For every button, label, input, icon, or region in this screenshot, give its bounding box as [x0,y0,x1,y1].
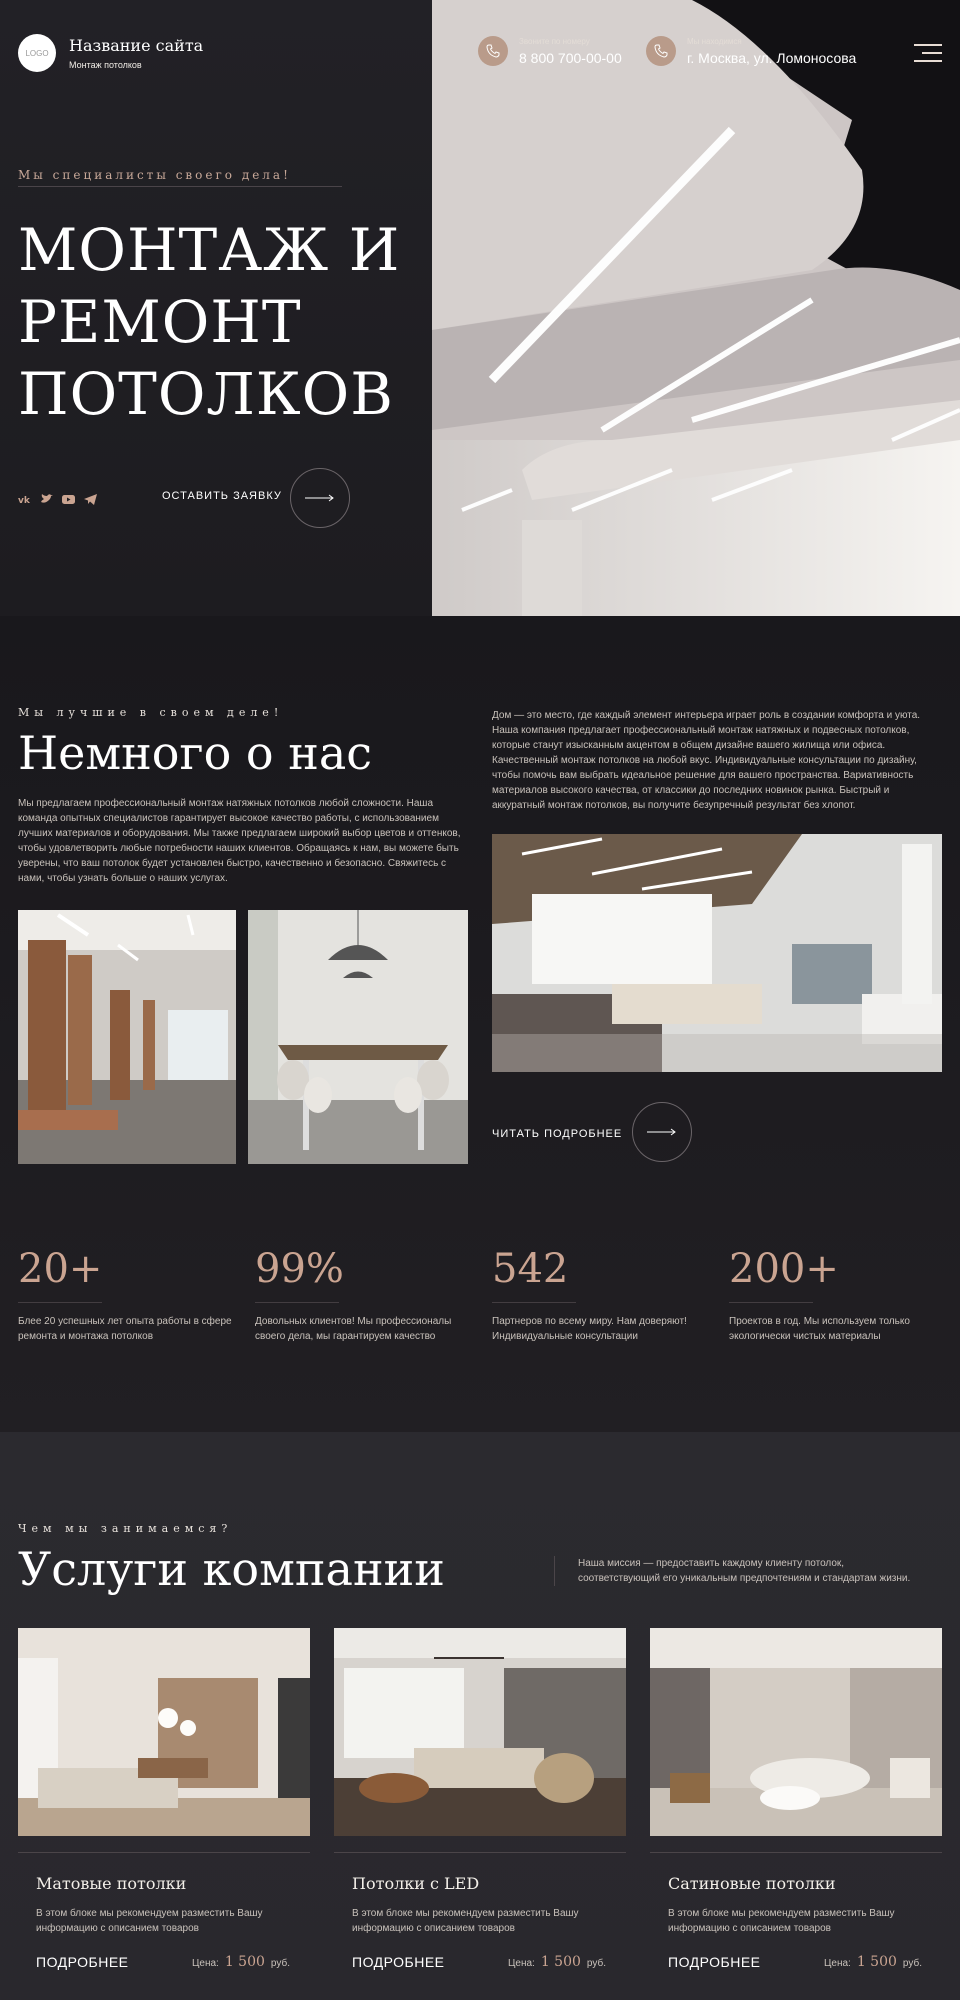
address-contact [646,36,856,66]
service-card[interactable] [334,1628,626,2000]
divider [18,186,342,187]
telegram-icon[interactable] [84,492,97,503]
site-subtitle: Монтаж потолков [69,60,142,70]
hero-title [18,214,400,430]
phone-label: Звоните по номеру [519,36,590,46]
service-description: В этом блоке мы рекомендуем разместить Вашу информацию с описанием товаров [352,1908,579,1934]
office-lobby-photo [492,834,942,1072]
hero-title-line: МОНТАЖ И [18,216,401,284]
stat-value: 200+ [729,1246,839,1292]
price-label: Цена: [508,1958,535,1969]
about-title: Немного о нас [18,726,373,780]
service-more-link[interactable]: ПОДРОБНЕЕ [36,1954,129,1970]
price-value: 1 500 [224,1954,265,1970]
price-currency: руб. [586,1958,606,1969]
service-more-link[interactable]: ПОДРОБНЕЕ [668,1954,761,1970]
logo-text: LOGO [25,48,49,58]
service-price [824,1954,922,1970]
service-card[interactable] [650,1628,942,2000]
divider [650,1852,942,1853]
about-section [0,616,960,1432]
location-icon [646,36,676,66]
svg-text:vk: vk [18,496,30,505]
interior-photo-wood [18,910,236,1164]
service-photo [334,1628,626,1836]
menu-icon[interactable] [914,44,942,64]
hero-title-line: РЕМОНТ [18,288,302,356]
divider [729,1302,813,1303]
about-text-left: Мы предлагаем профессиональный монтаж натяжных потолков любой сложности. Наша команда опытных специалистов гарантирует высокое качество работы, с использованием лучших материалов и оборудования. Мы также предлагаем широкий выбор цветов и оттенков, чтобы удовлетворить любые потребности наших клиентов. Обращаясь к нам, вы можете быть уверены, что ваш потолок будет установлен быстро, качественно и безопасно. Свяжитесь с нами, чтобы узнать больше о наших услугах. [18,798,461,884]
divider [255,1302,339,1303]
price-currency: руб. [902,1958,922,1969]
request-arrow-button[interactable] [290,468,350,528]
social-links [18,492,97,503]
vk-icon[interactable] [18,492,31,503]
twitter-icon[interactable] [40,492,53,503]
about-text-right: Дом — это место, где каждый элемент интерьера играет роль в создании комфорта и уюта. Наша компания предлагает профессиональный монтаж натяжных и подвесных потолков, которые станут изысканным акцентом в общем дизайне вашего жилища или офиса. Качественный монтаж потолков на любой вкус. Индивидуальные консультации по дизайну, чтобы помочь вам выбрать идеальное решение для вашего пространства. Вариативность материалов высокого качества, от классики до последних новинок рынка. Быстрый и аккуратный монтаж потолков, вы получите безупречный результат без хлопот. [492,710,921,811]
phone-icon [478,36,508,66]
service-price [192,1954,290,1970]
stat-value: 99% [255,1246,344,1292]
service-title[interactable]: Матовые потолки [36,1874,187,1893]
divider [18,1302,102,1303]
service-title[interactable]: Сатиновые потолки [668,1874,836,1893]
divider [18,1852,310,1853]
service-photo [650,1628,942,1836]
phone-number[interactable]: 8 800 700-00-00 [519,49,622,66]
hero-title-line: ПОТОЛКОВ [18,360,394,428]
price-label: Цена: [192,1958,219,1969]
interior-photo-dining [248,910,468,1164]
service-title[interactable]: Потолки с LED [352,1874,480,1893]
about-eyebrow: Мы лучшие в своем деле! [18,706,284,719]
arrow-right-icon [647,1128,677,1136]
service-card[interactable] [18,1628,310,2000]
mission-text: Наша миссия — предоставить каждому клиенту потолок, соответствующий его уникальным предпочтениям и стандартам жизни. [578,1558,911,1584]
price-value: 1 500 [856,1954,897,1970]
address-label: Мы находимся [687,36,742,46]
service-price [508,1954,606,1970]
service-photo [18,1628,310,1836]
address-text: г. Москва, ул. Ломоносова [687,49,857,66]
stat-text: Блее 20 успешных лет опыта работы в сфере ремонта и монтажа потолков [18,1316,232,1342]
stat-value: 542 [492,1246,569,1292]
logo[interactable] [18,34,56,72]
read-more-button[interactable]: ЧИТАТЬ ПОДРОБНЕЕ [492,1128,623,1140]
price-value: 1 500 [540,1954,581,1970]
hero-section [0,0,960,616]
stat-text: Партнеров по всему миру. Нам доверяют! Индивидуальные консультации [492,1316,687,1342]
divider [334,1852,626,1853]
service-description: В этом блоке мы рекомендуем разместить Вашу информацию с описанием товаров [36,1908,263,1934]
hero-ceiling-photo [432,0,960,616]
youtube-icon[interactable] [62,492,75,503]
stat-text: Проектов в год. Мы используем только экологически чистых материалы [729,1316,910,1342]
stat-text: Довольных клиентов! Мы профессионалы своего дела, мы гарантируем качество [255,1316,452,1342]
stat-value: 20+ [18,1246,103,1292]
divider [554,1556,555,1586]
services-eyebrow: Чем мы занимаемся? [18,1522,233,1535]
price-label: Цена: [824,1958,851,1969]
phone-contact[interactable] [478,36,622,66]
site-name[interactable]: Название сайта [69,36,204,55]
service-description: В этом блоке мы рекомендуем разместить Вашу информацию с описанием товаров [668,1908,895,1934]
hero-tagline: Мы специалисты своего дела! [18,168,291,182]
request-button[interactable]: ОСТАВИТЬ ЗАЯВКУ [162,490,282,502]
price-currency: руб. [270,1958,290,1969]
divider [492,1302,576,1303]
read-more-arrow-button[interactable] [632,1102,692,1162]
service-more-link[interactable]: ПОДРОБНЕЕ [352,1954,445,1970]
services-title: Услуги компании [18,1542,445,1596]
arrow-right-icon [305,494,335,502]
